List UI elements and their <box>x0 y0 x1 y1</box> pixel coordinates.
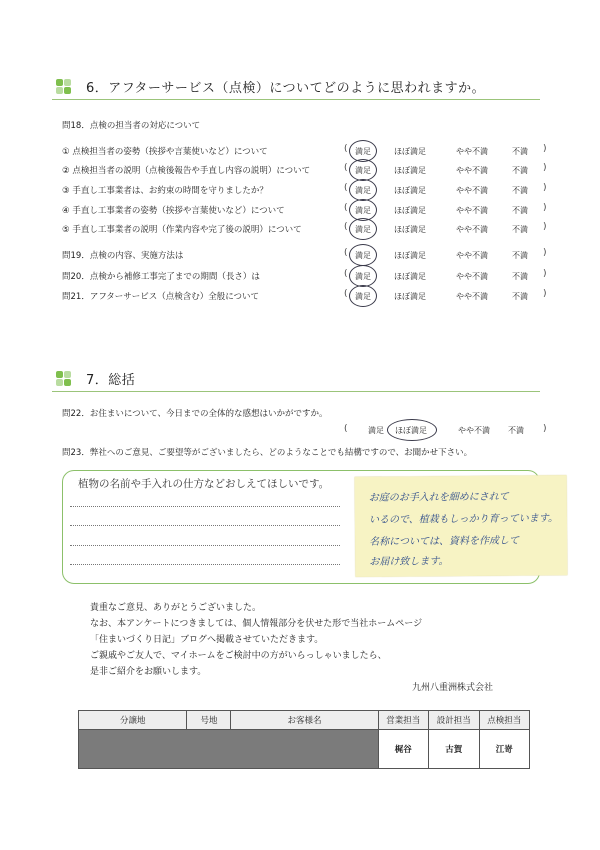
redacted-block <box>79 730 379 769</box>
leaf-bullet-icon <box>56 371 72 387</box>
paren-open: ( <box>344 203 348 213</box>
option-2[interactable]: やや不満 <box>456 272 488 281</box>
option-0[interactable]: 満足 <box>355 186 371 195</box>
row-label: ② 点検担当者の説明（点検後報告や手直し内容の説明）について <box>62 166 311 176</box>
row-label: ④ 手直し工事業者の姿勢（挨拶や言葉使いなど）について <box>62 206 285 216</box>
selection-circle <box>349 265 377 287</box>
paren-open: ( <box>344 163 348 173</box>
option-0[interactable]: 満足 <box>355 206 371 215</box>
company-name: 九州八重洲株式会社 <box>412 683 494 693</box>
option-3[interactable]: 不満 <box>512 272 528 281</box>
section7-header <box>52 366 540 392</box>
option-0[interactable]: 満足 <box>355 251 371 260</box>
row-label: ③ 手直し工事業者は、お約束の時間を守りましたか？ <box>62 186 268 196</box>
row-label: 問21．アフターサービス（点検含む）全般について <box>62 292 260 302</box>
selection-circle <box>349 285 377 307</box>
header-estate: 分譲地 <box>79 711 187 730</box>
sales-staff: 梶谷 <box>378 730 428 769</box>
option-1[interactable]: ほぼ満足 <box>394 251 426 260</box>
option-2[interactable]: やや不満 <box>456 166 488 175</box>
q18-title: 問18．点検の担当者の対応について <box>62 121 201 131</box>
option-1[interactable]: ほぼ満足 <box>394 225 426 234</box>
option-1[interactable]: ほぼ満足 <box>394 272 426 281</box>
paren-close: ) <box>543 248 547 258</box>
selection-circle <box>387 419 437 441</box>
paren-close: ) <box>543 269 547 279</box>
option-3[interactable]: 不満 <box>512 225 528 234</box>
option-2[interactable]: やや不満 <box>456 292 488 301</box>
reply-line: いるので、植栽もしっかり育っています。 <box>368 513 558 526</box>
paren-close: ) <box>543 222 547 232</box>
paren-close: ) <box>543 203 547 213</box>
paren-open: ( <box>344 289 348 299</box>
section-divider <box>52 391 540 392</box>
option-1[interactable]: ほぼ満足 <box>394 166 426 175</box>
option-0[interactable]: 満足 <box>355 272 371 281</box>
option-3[interactable]: 不満 <box>512 251 528 260</box>
option-2[interactable]: やや不満 <box>456 225 488 234</box>
option-2[interactable]: やや不満 <box>456 186 488 195</box>
q22-option-0[interactable]: 満足 <box>368 426 384 435</box>
footer-line: 貴重なご意見、ありがとうございました。 <box>90 603 262 613</box>
footer-line: なお、本アンケートにつきましては、個人情報部分を伏せた形で当社ホームページ <box>90 619 423 629</box>
q22-option-2[interactable]: やや不満 <box>458 426 490 435</box>
design-staff: 古賀 <box>429 730 479 769</box>
row-label: ⑤ 手直し工事業者の説明（作業内容や完了後の説明）について <box>62 225 302 235</box>
option-3[interactable]: 不満 <box>512 147 528 156</box>
option-1[interactable]: ほぼ満足 <box>394 186 426 195</box>
footer-line: ご親戚やご友人で、マイホームをご検討中の方がいらっしゃいましたら、 <box>90 651 387 661</box>
option-0[interactable]: 満足 <box>355 166 371 175</box>
customer-info-table <box>78 710 530 769</box>
row-label: 問20．点検から補修工事完了までの期間（長さ）は <box>62 272 260 282</box>
option-0[interactable]: 満足 <box>355 225 371 234</box>
paren-open: ( <box>344 424 348 434</box>
paren-close: ) <box>543 163 547 173</box>
option-0[interactable]: 満足 <box>355 292 371 301</box>
header-lot: 号地 <box>187 711 231 730</box>
paren-open: ( <box>344 269 348 279</box>
section-divider <box>52 99 540 100</box>
option-0[interactable]: 満足 <box>355 147 371 156</box>
footer-line: 是非ご紹介をお願いします。 <box>90 667 207 677</box>
option-2[interactable]: やや不満 <box>456 147 488 156</box>
paren-close: ) <box>543 183 547 193</box>
header-inspection: 点検担当 <box>479 711 529 730</box>
q22-text: 問22．お住まいについて、今日までの全体的な感想はいかがですか。 <box>62 409 328 419</box>
option-1[interactable]: ほぼ満足 <box>394 206 426 215</box>
paren-close: ) <box>543 424 547 434</box>
row-label: 問19．点検の内容、実施方法は <box>62 251 184 261</box>
reply-line: 名称については、資料を作成して <box>369 535 519 548</box>
header-design: 設計担当 <box>429 711 479 730</box>
option-3[interactable]: 不満 <box>512 166 528 175</box>
option-3[interactable]: 不満 <box>512 206 528 215</box>
header-customer: お客様名 <box>231 711 378 730</box>
option-2[interactable]: やや不満 <box>456 251 488 260</box>
reply-sticky-note <box>355 475 568 577</box>
paren-open: ( <box>344 248 348 258</box>
customer-comment: 植物の名前や手入れの仕方などおしえてほしいです。 <box>78 478 330 490</box>
row-label: ① 点検担当者の姿勢（挨拶や言葉使いなど）について <box>62 147 268 157</box>
selection-circle <box>349 218 377 240</box>
ruled-line <box>70 506 340 507</box>
paren-open: ( <box>344 222 348 232</box>
inspection-staff: 江嵜 <box>479 730 529 769</box>
option-3[interactable]: 不満 <box>512 292 528 301</box>
section6-title: 6．アフターサービス（点検）についてどのように思われますか。 <box>86 81 486 96</box>
footer-line: 「住まいづくり日記」ブログへ掲載させていただきます。 <box>90 635 324 645</box>
q22-option-3[interactable]: 不満 <box>508 426 524 435</box>
selection-circle <box>349 179 377 201</box>
paren-close: ) <box>543 289 547 299</box>
ruled-line <box>70 564 340 565</box>
option-1[interactable]: ほぼ満足 <box>394 292 426 301</box>
paren-open: ( <box>344 183 348 193</box>
selection-circle <box>349 159 377 181</box>
paren-close: ) <box>543 144 547 154</box>
section6-header <box>52 74 540 100</box>
header-sales: 営業担当 <box>378 711 428 730</box>
q23-text: 問23．弊社へのご意見、ご要望等がございましたら、どのようなことでも結構ですので、お聞かせ下さい。 <box>62 448 473 458</box>
ruled-line <box>70 525 340 526</box>
leaf-bullet-icon <box>56 79 72 95</box>
section7-title: 7．総括 <box>86 373 136 388</box>
option-1[interactable]: ほぼ満足 <box>394 147 426 156</box>
selection-circle <box>349 244 377 266</box>
option-2[interactable]: やや不満 <box>456 206 488 215</box>
q22-option-1[interactable]: ほぼ満足 <box>395 426 427 435</box>
reply-line: お届け致します。 <box>369 556 449 568</box>
paren-open: ( <box>344 144 348 154</box>
ruled-line <box>70 545 340 546</box>
reply-line: お庭のお手入れを細めにされて <box>368 491 509 504</box>
option-3[interactable]: 不満 <box>512 186 528 195</box>
